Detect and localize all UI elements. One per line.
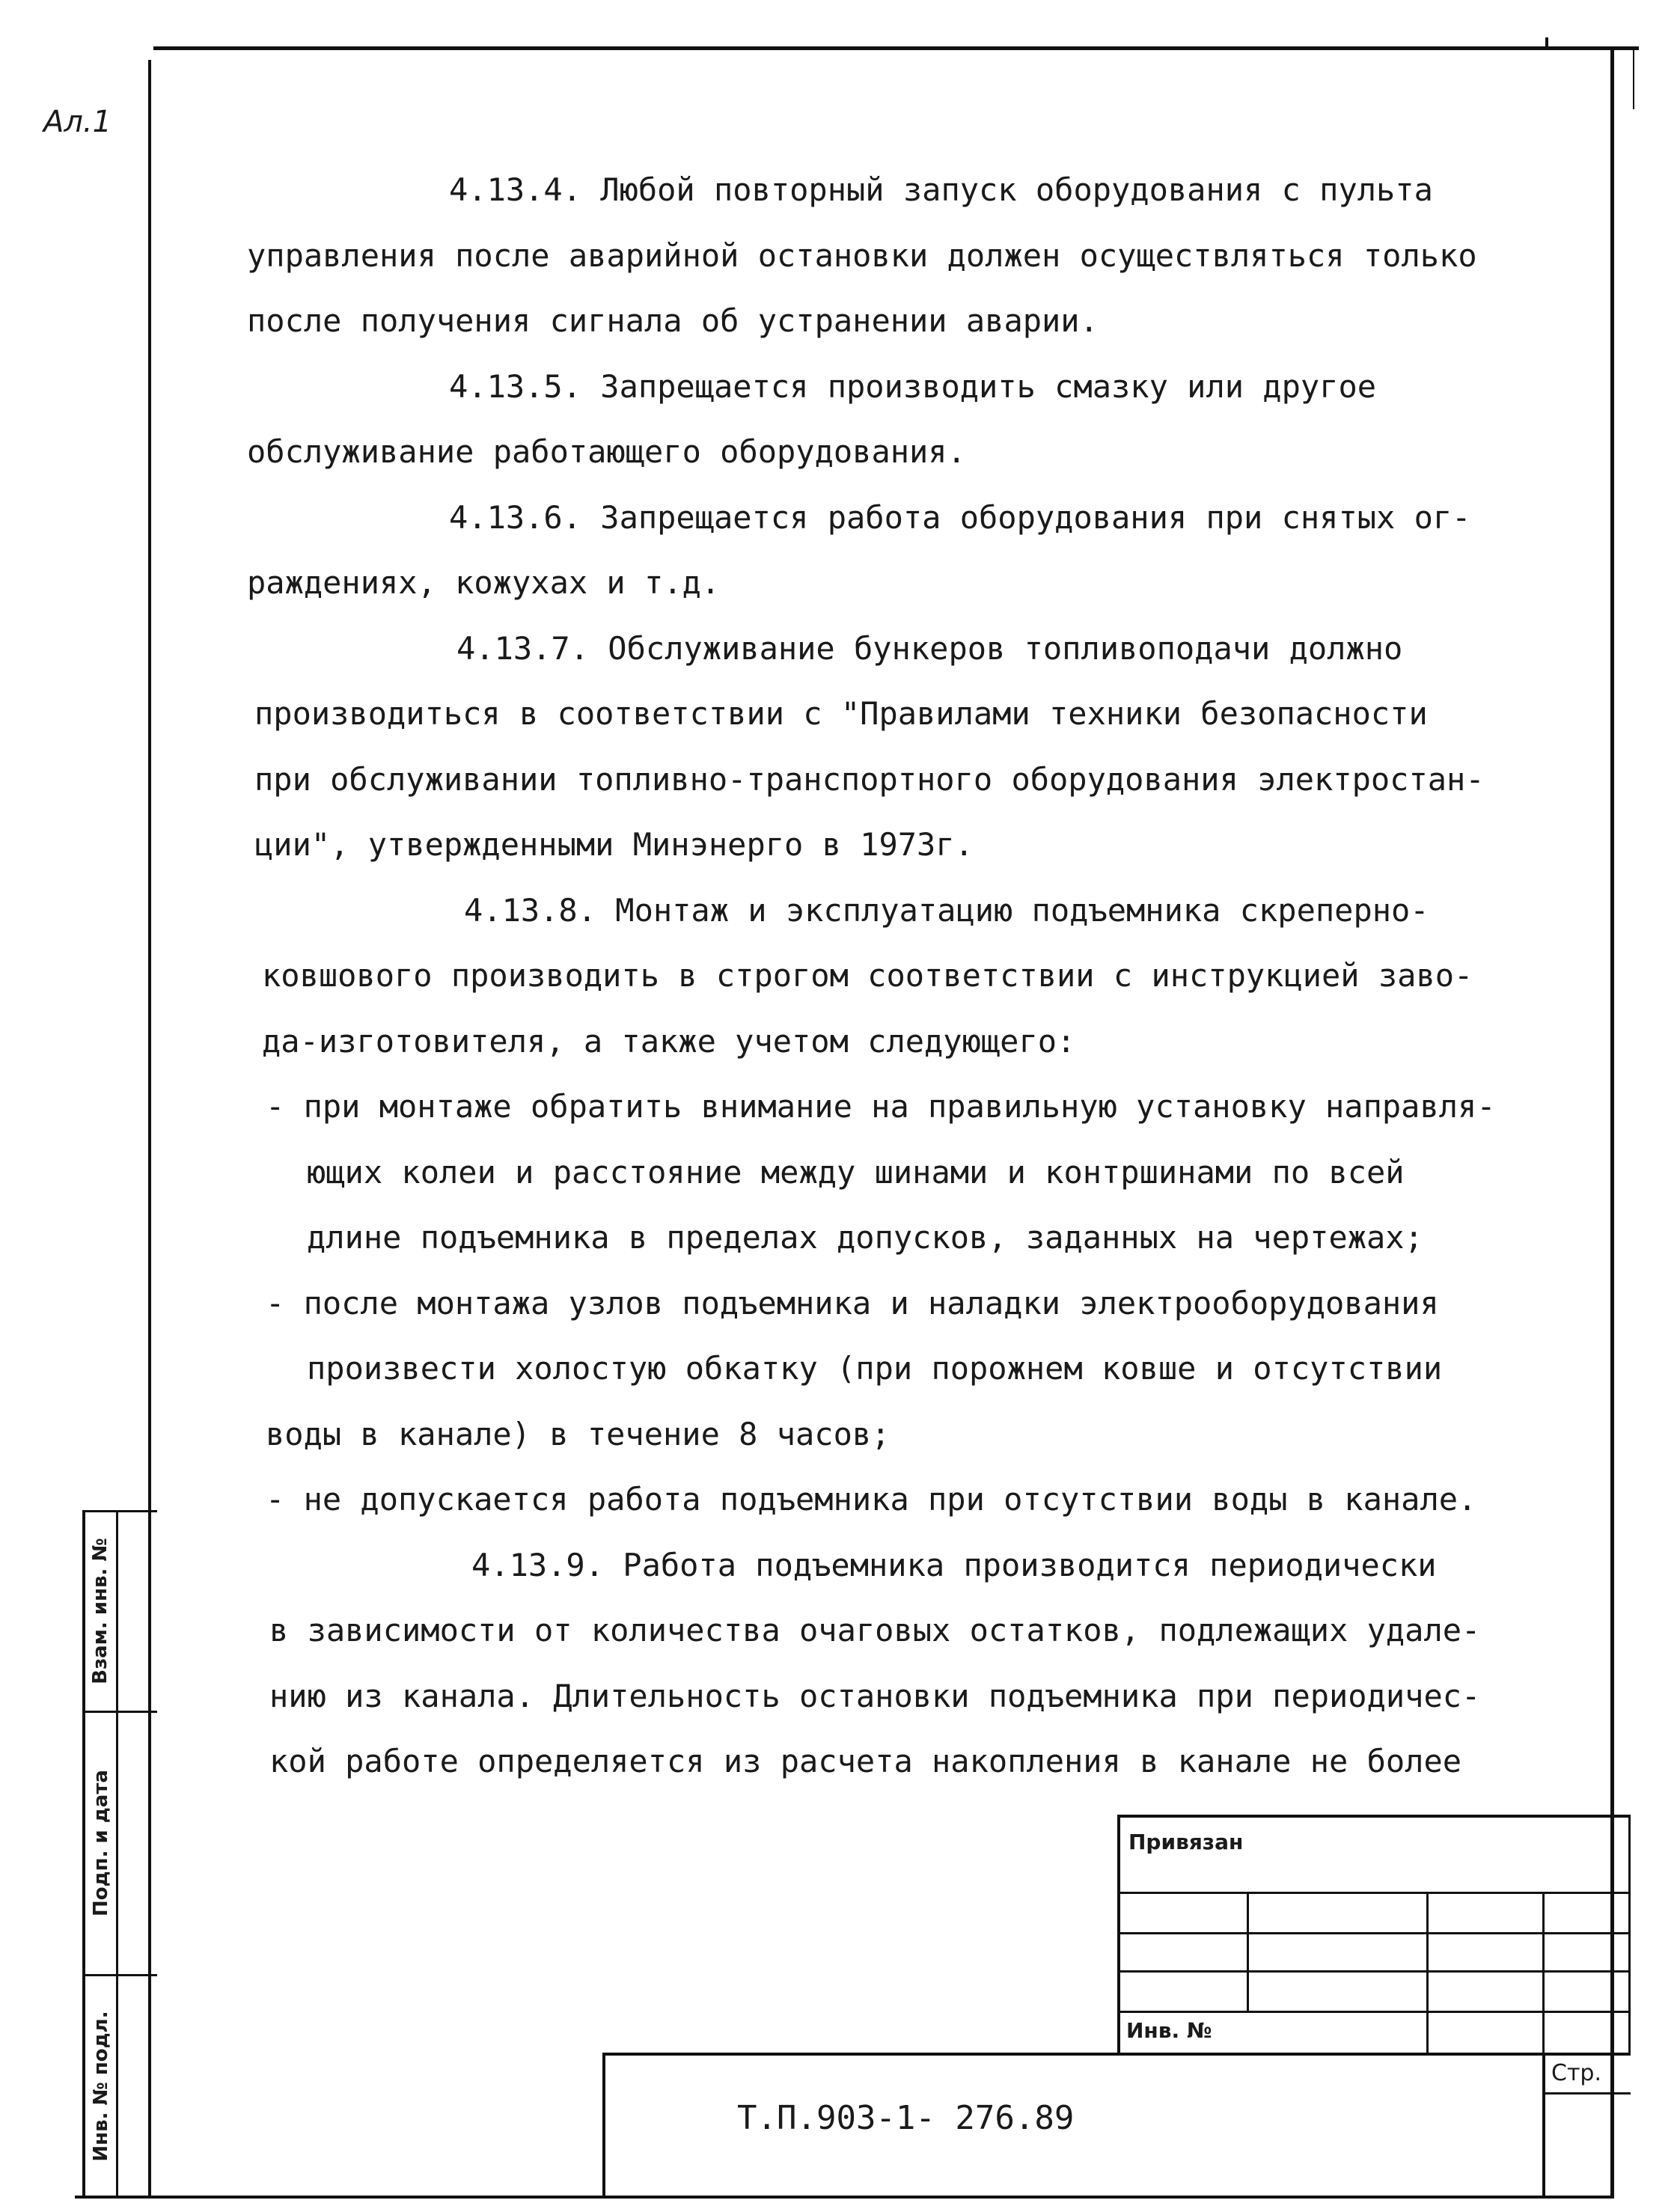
document-body xyxy=(247,157,1579,1794)
page-label: Стр. xyxy=(1551,2060,1602,2086)
text-line: после получения сигнала об устранении аварии. xyxy=(247,302,1099,339)
text-line: - не допускается работа подъемника при отсутствии воды в канале. xyxy=(266,1481,1477,1518)
text-line: обслуживание работающего оборудования. xyxy=(247,433,966,470)
text-line: воды в канале) в течение 8 часов; xyxy=(266,1415,891,1452)
text-line: да-изготовителя, а также учетом следующего: xyxy=(262,1022,1076,1060)
frame-top-tick xyxy=(1545,37,1548,49)
text-line: - при монтаже обратить внимание на правильную установку направля- xyxy=(266,1088,1496,1125)
text-line: ковшового производить в строгом соответствии с инструкцией заво- xyxy=(262,957,1473,994)
text-line: - после монтажа узлов подъемника и наладки электрооборудования xyxy=(266,1284,1439,1322)
text-line: управления после аварийной остановки должен осуществляться только xyxy=(247,236,1477,274)
main-stamp xyxy=(602,2053,1631,2199)
text-line: 4.13.4. Любой повторный запуск оборудования с пульта xyxy=(449,171,1433,208)
text-line: ции", утвержденными Минэнерго в 1973г. xyxy=(254,826,974,863)
text-line: 4.13.9. Работа подъемника производится периодически xyxy=(471,1546,1437,1583)
text-line: 4.13.6. Запрещается работа оборудования при снятых ог- xyxy=(449,498,1471,536)
side-stamp-original-inv: Инв. № подл. xyxy=(90,2011,112,2162)
text-line: в зависимости от количества очаговых остатков, подлежащих удале- xyxy=(269,1612,1481,1649)
sheet-label: Ал.1 xyxy=(43,105,112,139)
text-line: 4.13.8. Монтаж и эксплуатацию подъемника скреперно- xyxy=(464,891,1429,929)
frame-right-tick xyxy=(1633,49,1634,109)
text-line: произвести холостую обкатку (при порожнем ковше и отсутствии xyxy=(307,1350,1443,1387)
text-line: кой работе определяется из расчета накопления в канале не более xyxy=(269,1743,1462,1779)
text-line: раждениях, кожухах и т.д. xyxy=(247,564,721,601)
side-stamp-signature-date: Подп. и дата xyxy=(90,1770,112,1916)
side-stamp-replacement-inv: Взам. инв. № xyxy=(89,1538,112,1684)
text-line: длине подъемника в пределах допусков, заданных на чертежах; xyxy=(307,1219,1423,1256)
text-line: ющих колеи и расстояние между шинами и контршинами по всей xyxy=(307,1153,1405,1191)
text-line: 4.13.7. Обслуживание бункеров топливоподачи должно xyxy=(456,629,1403,667)
text-line: нию из канала. Длительность остановки подъемника при периодичес- xyxy=(269,1677,1481,1714)
text-line: 4.13.5. Запрещается производить смазку или другое xyxy=(449,367,1377,405)
text-line: при обслуживании топливно-транспортного оборудования электростан- xyxy=(254,760,1485,798)
side-stamp xyxy=(82,1510,162,2196)
frame-top-line xyxy=(153,46,1639,50)
tied-label: Привязан xyxy=(1128,1830,1244,1854)
text-line: производиться в соответствии с "Правилами техники безопасности xyxy=(254,695,1428,732)
document-code: Т.П.903-1- 276.89 xyxy=(737,2099,1075,2137)
inv-label: Инв. № xyxy=(1126,2018,1212,2043)
tie-block xyxy=(1117,1815,1631,2054)
